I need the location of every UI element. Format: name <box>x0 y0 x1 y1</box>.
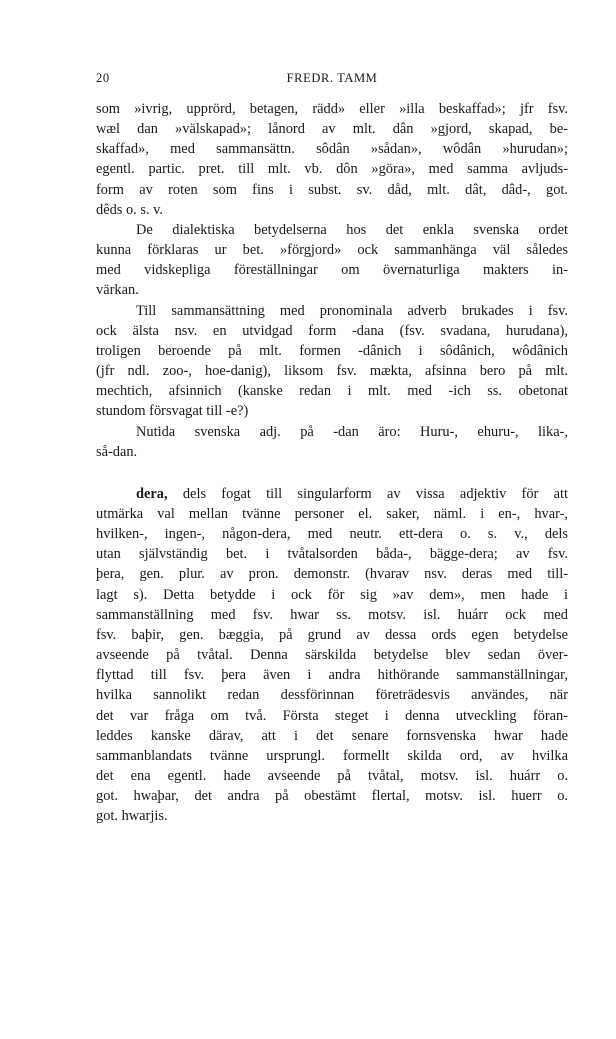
running-title: FREDR. TAMM <box>286 71 378 85</box>
text-line: lagt s). Detta betydde i ock för sig »av dem», men hade i <box>96 586 568 603</box>
text-line: De dialektiska betydelserna hos det enkla svenska ordet <box>136 221 568 238</box>
text-line: så-dan. <box>96 443 138 460</box>
paragraph-compounds <box>96 301 568 422</box>
text-line: kunna förklaras ur bet. »förgjord» ock sammanhänga väl således <box>96 242 568 259</box>
entry-dera <box>96 484 568 827</box>
paragraph-dialect-meanings <box>96 220 568 301</box>
page-number: 20 <box>96 71 110 85</box>
text-line: fsv. baþir, gen. bæggia, på grund av dessa ords egen betydelse <box>96 626 568 643</box>
text-line: det ena egentl. hade avseende på tvåtal, motsv. isl. huárr o. <box>96 768 568 784</box>
text-line: avseende på tvåtal. Denna särskilda betydelse blev sedan över- <box>96 647 568 664</box>
text-line: troligen beroende på mlt. formen -dânich i sôdânich, wôdânich <box>96 342 568 359</box>
text-line: med vidskepliga föreställningar om övernaturliga makters in- <box>96 262 568 279</box>
text-line: (jfr ndl. zoo-, hoe-danig), liksom fsv. mækta, afsinna bero på mlt. <box>96 363 568 380</box>
text-line: dêds o. s. v. <box>96 201 164 218</box>
body-text <box>96 99 568 826</box>
text-line: värkan. <box>96 282 139 299</box>
text-line: Nutida svenska adj. på -dan äro: Huru-, ehuru-, lika-, <box>136 423 568 440</box>
text-line: got. hwaþar, det andra på obestämt flertal, motsv. isl. huerr o. <box>96 788 568 805</box>
text-line: flyttad till fsv. þera även i andra hithörande sammanställningar, <box>96 667 568 684</box>
text-line: sammanställning med fsv. hwar ss. motsv. isl. huárr ock med <box>96 606 568 623</box>
running-header <box>96 71 568 89</box>
text-line <box>96 484 568 504</box>
text-line: got. hwarjis. <box>96 808 168 825</box>
text-line: leddes kanske därav, att i det senare fornsvenska hwar hade <box>96 727 568 744</box>
text-line: som »ivrig, upprörd, betagen, rädd» eller »illa beskaffad»; jfr fsv. <box>96 101 568 117</box>
text-line: stundom försvagat till -e?) <box>96 403 249 420</box>
text-line: wæl dan »välskapad»; lånord av mlt. dân »gjord, skapad, be- <box>96 121 568 138</box>
text-line: hvilka sannolikt redan dessförinnan företrädesvis användes, när <box>96 687 568 704</box>
entry-separator <box>96 462 568 484</box>
text-line: Till sammansättning med pronominala adverb brukades i fsv. <box>136 302 568 319</box>
paragraph-modern-adjectives <box>96 422 568 462</box>
text-line: ock älsta nsv. en utvidgad form -dana (fsv. svadana, hurudana), <box>96 322 568 339</box>
text-line: form av roten som fins i subst. sv. dåd, mlt. dât, dâd-, got. <box>96 181 568 198</box>
text-line: mechtich, afsinnich (kanske redan i mlt. med -ich ss. obetonat <box>96 383 568 400</box>
text-line: skaffad», med sammansättn. sôdân »sådan», wôdân »hurudan»; <box>96 141 568 158</box>
text-line: þera, gen. plur. av pron. demonstr. (hvarav nsv. deras med till- <box>96 566 568 583</box>
entry-headword: dera, <box>136 485 168 502</box>
text-line: sammanblandats tvänne ursprungl. formellt skilda ord, av hvilka <box>96 747 568 764</box>
text-line: utan självständig bet. i tvåtalsorden båda-, bägge-dera; av fsv. <box>96 546 568 563</box>
text-segment: dels fogat till singularform av vissa adjektiv för att <box>182 485 568 502</box>
text-line: det var fråga om två. Första steget i denna utveckling föran- <box>96 707 568 724</box>
text-line: utmärka val mellan tvänne personer el. saker, näml. i en-, hvar-, <box>96 505 568 522</box>
text-line: hvilken-, ingen-, någon-dera, med neutr. ett-dera o. s. v., dels <box>96 526 568 543</box>
paragraph-etymology <box>96 99 568 220</box>
text-line: egentl. partic. pret. till mlt. vb. dôn »göra», med samma avljuds- <box>96 161 568 178</box>
